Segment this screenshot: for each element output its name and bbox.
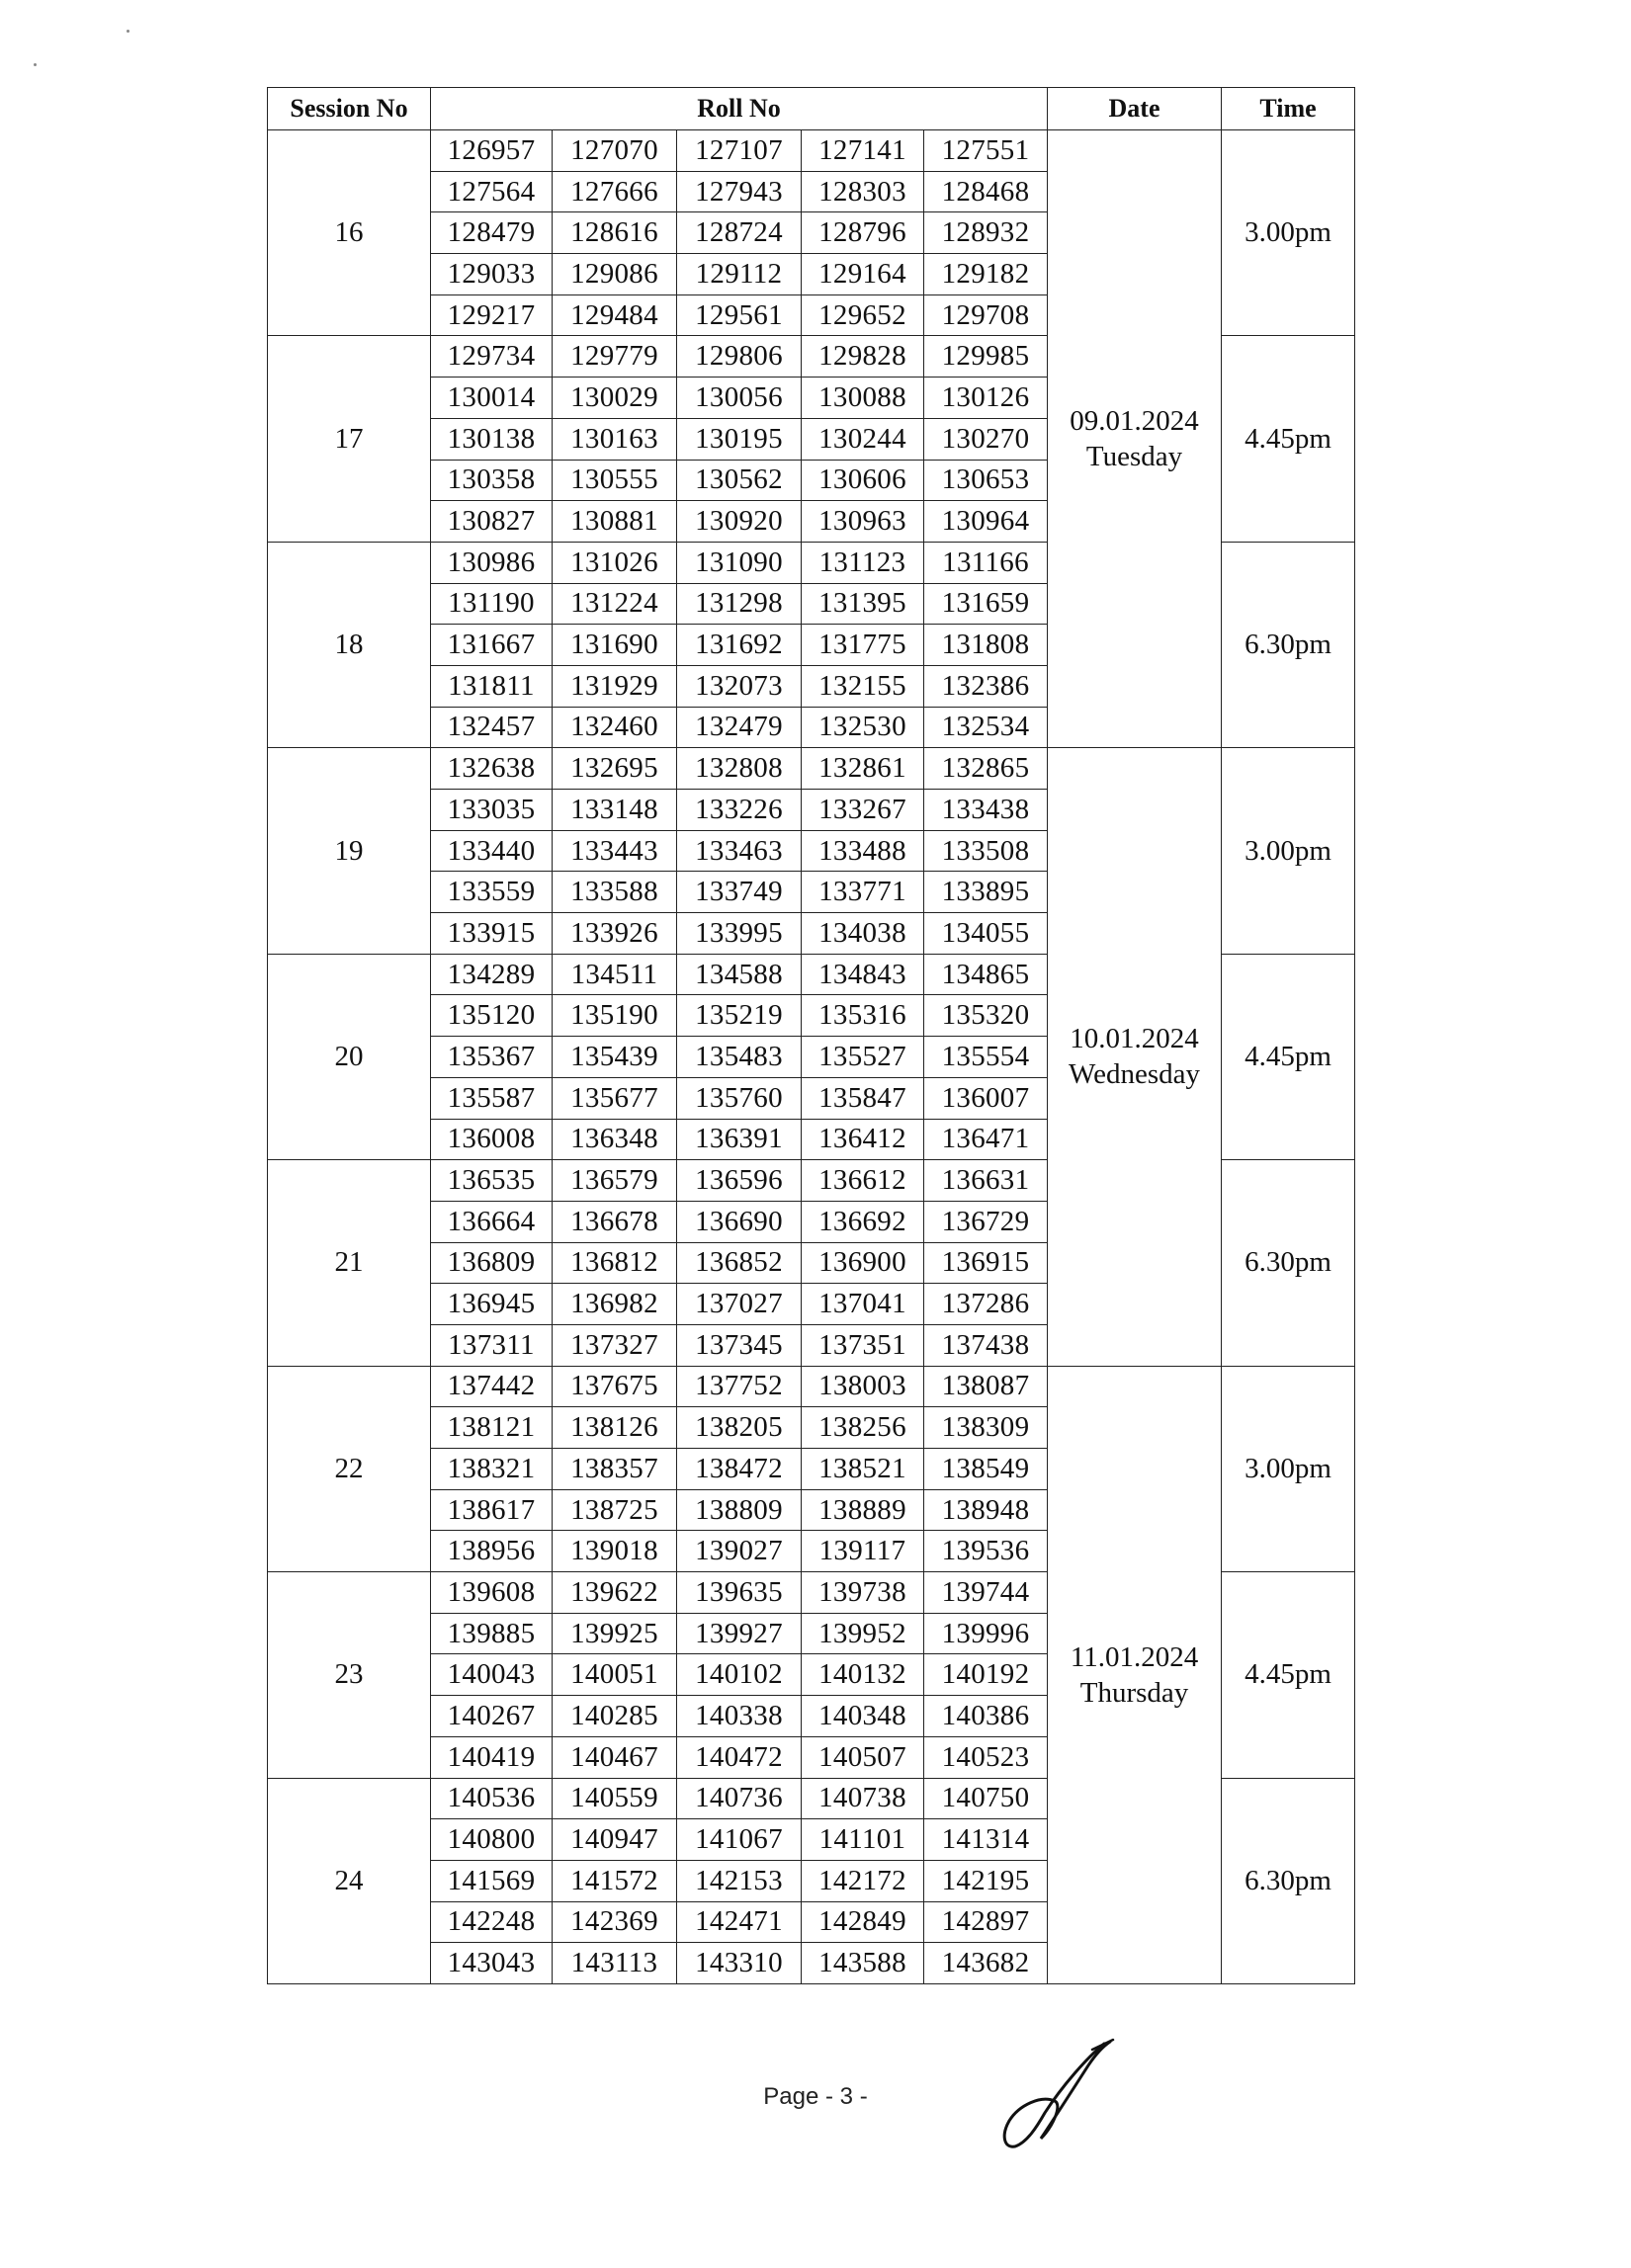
roll-number-cell: 137041 — [802, 1284, 924, 1325]
roll-number-cell: 140132 — [802, 1654, 924, 1696]
roll-number-cell: 128479 — [431, 212, 553, 254]
roll-number-cell: 138126 — [553, 1407, 677, 1449]
roll-number-cell: 135367 — [431, 1037, 553, 1078]
roll-number-cell: 139885 — [431, 1613, 553, 1654]
roll-number-cell: 137311 — [431, 1324, 553, 1366]
roll-number-cell: 139608 — [431, 1572, 553, 1614]
roll-number-cell: 140472 — [677, 1736, 802, 1778]
roll-number-cell: 133488 — [802, 830, 924, 872]
roll-number-cell: 132695 — [553, 748, 677, 790]
roll-number-cell: 130163 — [553, 418, 677, 460]
table-row — [268, 748, 1355, 790]
roll-number-cell: 142369 — [553, 1901, 677, 1943]
roll-number-cell: 130126 — [924, 378, 1048, 419]
roll-number-cell: 140736 — [677, 1778, 802, 1819]
roll-number-cell: 137442 — [431, 1366, 553, 1407]
roll-number-cell: 138521 — [802, 1449, 924, 1490]
session-number: 16 — [268, 130, 431, 336]
scan-speck — [127, 30, 129, 33]
exam-date: 09.01.2024 — [1070, 405, 1199, 438]
roll-number-cell: 138256 — [802, 1407, 924, 1449]
exam-date-cell — [1048, 748, 1222, 1366]
roll-number-cell: 133926 — [553, 913, 677, 955]
roll-number-cell: 135760 — [677, 1077, 802, 1119]
roll-number-cell: 131166 — [924, 542, 1048, 583]
roll-number-cell: 137027 — [677, 1284, 802, 1325]
session-time: 6.30pm — [1222, 542, 1355, 747]
roll-number-cell: 127666 — [553, 171, 677, 212]
roll-number-cell: 138956 — [431, 1531, 553, 1572]
roll-number-cell: 137675 — [553, 1366, 677, 1407]
roll-number-cell: 127943 — [677, 171, 802, 212]
roll-number-cell: 141067 — [677, 1819, 802, 1861]
roll-number-cell: 129985 — [924, 336, 1048, 378]
session-time: 3.00pm — [1222, 748, 1355, 954]
session-time: 4.45pm — [1222, 954, 1355, 1159]
roll-number-cell: 138549 — [924, 1449, 1048, 1490]
roll-number-cell: 143310 — [677, 1943, 802, 1984]
session-number: 18 — [268, 542, 431, 747]
roll-number-cell: 130606 — [802, 460, 924, 501]
roll-number-cell: 139925 — [553, 1613, 677, 1654]
roll-number-cell: 140559 — [553, 1778, 677, 1819]
roll-number-cell: 129708 — [924, 294, 1048, 336]
roll-number-cell: 135120 — [431, 995, 553, 1037]
roll-number-cell: 131395 — [802, 583, 924, 625]
roll-number-cell: 140947 — [553, 1819, 677, 1861]
roll-number-cell: 132460 — [553, 707, 677, 748]
exam-date: 10.01.2024 — [1070, 1023, 1199, 1055]
roll-number-cell: 128796 — [802, 212, 924, 254]
session-no-header: Session No — [268, 88, 431, 130]
roll-number-cell: 136412 — [802, 1119, 924, 1160]
exam-weekday: Tuesday — [1085, 441, 1183, 473]
roll-number-cell: 143043 — [431, 1943, 553, 1984]
roll-number-cell: 142897 — [924, 1901, 1048, 1943]
roll-number-cell: 130270 — [924, 418, 1048, 460]
roll-number-cell: 136809 — [431, 1242, 553, 1284]
roll-number-cell: 140386 — [924, 1696, 1048, 1737]
roll-number-cell: 132386 — [924, 665, 1048, 707]
roll-number-cell: 129112 — [677, 254, 802, 295]
roll-number-cell: 140192 — [924, 1654, 1048, 1696]
roll-number-cell: 143113 — [553, 1943, 677, 1984]
roll-number-cell: 138003 — [802, 1366, 924, 1407]
roll-number-cell: 136852 — [677, 1242, 802, 1284]
roll-number-cell: 133895 — [924, 872, 1048, 913]
roll-number-cell: 134511 — [553, 954, 677, 995]
roll-number-cell: 131775 — [802, 625, 924, 666]
roll-number-cell: 140338 — [677, 1696, 802, 1737]
roll-number-cell: 131667 — [431, 625, 553, 666]
roll-number-cell: 139635 — [677, 1572, 802, 1614]
roll-number-cell: 129734 — [431, 336, 553, 378]
roll-number-cell: 140800 — [431, 1819, 553, 1861]
roll-number-cell: 129779 — [553, 336, 677, 378]
session-time: 4.45pm — [1222, 1572, 1355, 1778]
roll-number-cell: 128303 — [802, 171, 924, 212]
table-row — [268, 1366, 1355, 1407]
roll-number-cell: 133035 — [431, 790, 553, 831]
roll-number-cell: 143588 — [802, 1943, 924, 1984]
roll-number-cell: 130963 — [802, 501, 924, 543]
roll-number-cell: 129806 — [677, 336, 802, 378]
roll-number-cell: 130555 — [553, 460, 677, 501]
roll-number-cell: 132073 — [677, 665, 802, 707]
roll-number-cell: 140043 — [431, 1654, 553, 1696]
roll-number-cell: 139027 — [677, 1531, 802, 1572]
roll-number-cell: 135320 — [924, 995, 1048, 1037]
roll-number-cell: 137752 — [677, 1366, 802, 1407]
roll-number-cell: 140738 — [802, 1778, 924, 1819]
roll-number-cell: 128932 — [924, 212, 1048, 254]
roll-number-cell: 136535 — [431, 1160, 553, 1202]
roll-number-cell: 129828 — [802, 336, 924, 378]
roll-number-cell: 131123 — [802, 542, 924, 583]
session-time: 3.00pm — [1222, 130, 1355, 336]
roll-number-cell: 130986 — [431, 542, 553, 583]
roll-number-cell: 131808 — [924, 625, 1048, 666]
roll-number-cell: 130881 — [553, 501, 677, 543]
roll-number-cell: 134038 — [802, 913, 924, 955]
roll-number-cell: 127564 — [431, 171, 553, 212]
session-number: 19 — [268, 748, 431, 954]
roll-number-cell: 137351 — [802, 1324, 924, 1366]
roll-number-cell: 129182 — [924, 254, 1048, 295]
roll-number-cell: 136900 — [802, 1242, 924, 1284]
roll-number-cell: 134865 — [924, 954, 1048, 995]
roll-number-cell: 140507 — [802, 1736, 924, 1778]
roll-number-cell: 129561 — [677, 294, 802, 336]
roll-number-cell: 136008 — [431, 1119, 553, 1160]
roll-number-cell: 142172 — [802, 1860, 924, 1901]
roll-number-cell: 133915 — [431, 913, 553, 955]
roll-number-cell: 134843 — [802, 954, 924, 995]
roll-number-cell: 140419 — [431, 1736, 553, 1778]
roll-number-cell: 135527 — [802, 1037, 924, 1078]
roll-number-cell: 128724 — [677, 212, 802, 254]
roll-number-cell: 138809 — [677, 1489, 802, 1531]
roll-number-cell: 133559 — [431, 872, 553, 913]
roll-number-cell: 138617 — [431, 1489, 553, 1531]
roll-number-cell: 138121 — [431, 1407, 553, 1449]
roll-number-cell: 138472 — [677, 1449, 802, 1490]
roll-number-cell: 138725 — [553, 1489, 677, 1531]
roll-number-cell: 131690 — [553, 625, 677, 666]
roll-number-cell: 140750 — [924, 1778, 1048, 1819]
roll-number-cell: 136391 — [677, 1119, 802, 1160]
roll-number-cell: 133463 — [677, 830, 802, 872]
roll-number-cell: 136945 — [431, 1284, 553, 1325]
roll-number-cell: 136664 — [431, 1201, 553, 1242]
roll-number-cell: 136612 — [802, 1160, 924, 1202]
roll-number-cell: 136348 — [553, 1119, 677, 1160]
roll-number-cell: 130827 — [431, 501, 553, 543]
roll-number-cell: 136692 — [802, 1201, 924, 1242]
roll-number-cell: 138309 — [924, 1407, 1048, 1449]
roll-number-cell: 130244 — [802, 418, 924, 460]
roll-number-cell: 134055 — [924, 913, 1048, 955]
roll-number-cell: 139536 — [924, 1531, 1048, 1572]
roll-number-cell: 136678 — [553, 1201, 677, 1242]
roll-number-cell: 133440 — [431, 830, 553, 872]
roll-number-cell: 142195 — [924, 1860, 1048, 1901]
roll-number-cell: 132808 — [677, 748, 802, 790]
session-number: 23 — [268, 1572, 431, 1778]
roll-number-cell: 132861 — [802, 748, 924, 790]
roll-number-cell: 132457 — [431, 707, 553, 748]
roll-number-cell: 131659 — [924, 583, 1048, 625]
roll-number-cell: 131026 — [553, 542, 677, 583]
roll-number-cell: 130562 — [677, 460, 802, 501]
roll-no-header: Roll No — [431, 88, 1048, 130]
roll-number-cell: 133588 — [553, 872, 677, 913]
roll-number-cell: 129484 — [553, 294, 677, 336]
roll-number-cell: 139952 — [802, 1613, 924, 1654]
exam-weekday: Wednesday — [1069, 1058, 1200, 1091]
roll-number-cell: 136579 — [553, 1160, 677, 1202]
roll-number-cell: 139738 — [802, 1572, 924, 1614]
roll-number-cell: 132530 — [802, 707, 924, 748]
roll-number-cell: 127551 — [924, 130, 1048, 172]
roll-number-cell: 136690 — [677, 1201, 802, 1242]
roll-number-cell: 135190 — [553, 995, 677, 1037]
roll-number-cell: 136982 — [553, 1284, 677, 1325]
session-number: 20 — [268, 954, 431, 1159]
roll-number-cell: 141314 — [924, 1819, 1048, 1861]
roll-number-cell: 133508 — [924, 830, 1048, 872]
roll-number-cell: 131090 — [677, 542, 802, 583]
roll-number-cell: 138321 — [431, 1449, 553, 1490]
page-number: Page - 3 - — [763, 2083, 868, 2110]
roll-number-cell: 132865 — [924, 748, 1048, 790]
roll-number-cell: 133267 — [802, 790, 924, 831]
roll-number-cell: 134289 — [431, 954, 553, 995]
roll-number-cell: 127141 — [802, 130, 924, 172]
roll-number-cell: 136915 — [924, 1242, 1048, 1284]
roll-number-cell: 131298 — [677, 583, 802, 625]
roll-number-cell: 140285 — [553, 1696, 677, 1737]
roll-number-cell: 143682 — [924, 1943, 1048, 1984]
roll-number-cell: 133749 — [677, 872, 802, 913]
roll-number-cell: 127070 — [553, 130, 677, 172]
roll-number-cell: 130195 — [677, 418, 802, 460]
session-number: 21 — [268, 1160, 431, 1366]
exam-date: 11.01.2024 — [1070, 1640, 1199, 1673]
roll-number-cell: 137327 — [553, 1324, 677, 1366]
roll-number-cell: 133443 — [553, 830, 677, 872]
roll-number-cell: 138357 — [553, 1449, 677, 1490]
session-time: 6.30pm — [1222, 1778, 1355, 1983]
roll-number-cell: 140051 — [553, 1654, 677, 1696]
roll-number-cell: 133771 — [802, 872, 924, 913]
roll-number-cell: 133438 — [924, 790, 1048, 831]
roll-number-cell: 140523 — [924, 1736, 1048, 1778]
roll-number-cell: 140102 — [677, 1654, 802, 1696]
roll-number-cell: 133226 — [677, 790, 802, 831]
table-row — [268, 130, 1355, 172]
roll-number-cell: 136631 — [924, 1160, 1048, 1202]
roll-number-cell: 132638 — [431, 748, 553, 790]
roll-number-cell: 132479 — [677, 707, 802, 748]
header-row — [268, 88, 1355, 130]
roll-number-cell: 135554 — [924, 1037, 1048, 1078]
roll-number-cell: 127107 — [677, 130, 802, 172]
roll-number-cell: 137345 — [677, 1324, 802, 1366]
roll-number-cell: 129217 — [431, 294, 553, 336]
session-number: 22 — [268, 1366, 431, 1571]
roll-number-cell: 140267 — [431, 1696, 553, 1737]
roll-number-cell: 141572 — [553, 1860, 677, 1901]
roll-number-cell: 135483 — [677, 1037, 802, 1078]
roll-number-cell: 132534 — [924, 707, 1048, 748]
scan-speck — [34, 63, 37, 66]
schedule-body — [268, 130, 1355, 1984]
roll-number-cell: 139996 — [924, 1613, 1048, 1654]
roll-number-cell: 135316 — [802, 995, 924, 1037]
roll-number-cell: 130964 — [924, 501, 1048, 543]
roll-number-cell: 133995 — [677, 913, 802, 955]
time-header: Time — [1222, 88, 1355, 130]
roll-number-cell: 138948 — [924, 1489, 1048, 1531]
roll-number-cell: 141569 — [431, 1860, 553, 1901]
roll-number-cell: 130088 — [802, 378, 924, 419]
roll-number-cell: 131224 — [553, 583, 677, 625]
roll-number-cell: 139117 — [802, 1531, 924, 1572]
roll-number-cell: 139018 — [553, 1531, 677, 1572]
roll-number-cell: 130358 — [431, 460, 553, 501]
roll-number-cell: 129033 — [431, 254, 553, 295]
session-number: 17 — [268, 336, 431, 542]
roll-number-cell: 141101 — [802, 1819, 924, 1861]
session-time: 4.45pm — [1222, 336, 1355, 542]
roll-number-cell: 131811 — [431, 665, 553, 707]
roll-number-cell: 131190 — [431, 583, 553, 625]
roll-number-cell: 139744 — [924, 1572, 1048, 1614]
exam-schedule-table — [267, 87, 1355, 1984]
roll-number-cell: 136007 — [924, 1077, 1048, 1119]
roll-number-cell: 136596 — [677, 1160, 802, 1202]
roll-number-cell: 135847 — [802, 1077, 924, 1119]
roll-number-cell: 130653 — [924, 460, 1048, 501]
date-header: Date — [1048, 88, 1222, 130]
session-number: 24 — [268, 1778, 431, 1983]
session-time: 6.30pm — [1222, 1160, 1355, 1366]
roll-number-cell: 137286 — [924, 1284, 1048, 1325]
roll-number-cell: 129086 — [553, 254, 677, 295]
roll-number-cell: 138889 — [802, 1489, 924, 1531]
roll-number-cell: 139927 — [677, 1613, 802, 1654]
exam-date-cell — [1048, 130, 1222, 748]
roll-number-cell: 129164 — [802, 254, 924, 295]
roll-number-cell: 130056 — [677, 378, 802, 419]
roll-number-cell: 139622 — [553, 1572, 677, 1614]
roll-number-cell: 128616 — [553, 212, 677, 254]
roll-number-cell: 135677 — [553, 1077, 677, 1119]
roll-number-cell: 128468 — [924, 171, 1048, 212]
roll-number-cell: 142849 — [802, 1901, 924, 1943]
roll-number-cell: 136729 — [924, 1201, 1048, 1242]
roll-number-cell: 134588 — [677, 954, 802, 995]
roll-number-cell: 140467 — [553, 1736, 677, 1778]
exam-date-cell — [1048, 1366, 1222, 1983]
roll-number-cell: 131929 — [553, 665, 677, 707]
roll-number-cell: 136812 — [553, 1242, 677, 1284]
roll-number-cell: 140536 — [431, 1778, 553, 1819]
roll-number-cell: 126957 — [431, 130, 553, 172]
roll-number-cell: 142248 — [431, 1901, 553, 1943]
roll-number-cell: 135587 — [431, 1077, 553, 1119]
roll-number-cell: 130014 — [431, 378, 553, 419]
roll-number-cell: 142153 — [677, 1860, 802, 1901]
roll-number-cell: 130138 — [431, 418, 553, 460]
roll-number-cell: 135439 — [553, 1037, 677, 1078]
roll-number-cell: 137438 — [924, 1324, 1048, 1366]
roll-number-cell: 138205 — [677, 1407, 802, 1449]
exam-weekday: Thursday — [1079, 1676, 1189, 1709]
roll-number-cell: 131692 — [677, 625, 802, 666]
roll-number-cell: 136471 — [924, 1119, 1048, 1160]
roll-number-cell: 133148 — [553, 790, 677, 831]
roll-number-cell: 142471 — [677, 1901, 802, 1943]
roll-number-cell: 130029 — [553, 378, 677, 419]
signature — [993, 2036, 1122, 2154]
roll-number-cell: 138087 — [924, 1366, 1048, 1407]
session-time: 3.00pm — [1222, 1366, 1355, 1571]
roll-number-cell: 130920 — [677, 501, 802, 543]
roll-number-cell: 132155 — [802, 665, 924, 707]
roll-number-cell: 140348 — [802, 1696, 924, 1737]
roll-number-cell: 129652 — [802, 294, 924, 336]
roll-number-cell: 135219 — [677, 995, 802, 1037]
